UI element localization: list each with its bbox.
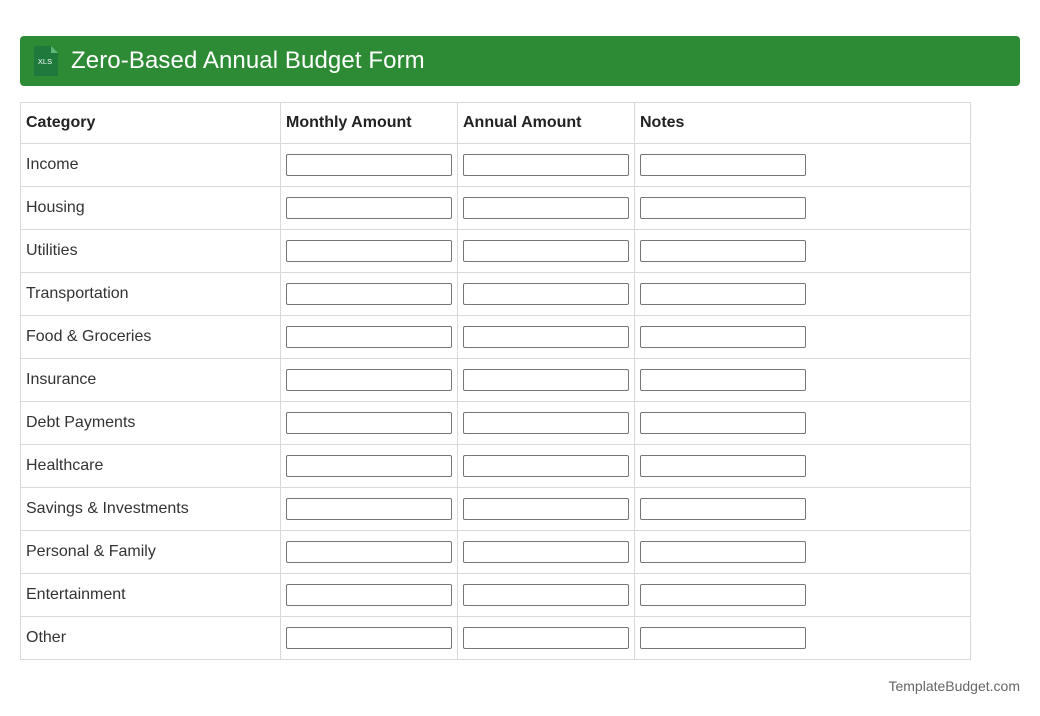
column-header-notes: Notes [635,103,971,144]
annual-amount-input[interactable] [463,197,629,219]
notes-input[interactable] [640,197,806,219]
xls-icon-label: XLS [37,57,53,66]
monthly-amount-input[interactable] [286,412,452,434]
notes-input[interactable] [640,369,806,391]
title-bar [20,36,1020,86]
notes-input[interactable] [640,326,806,348]
monthly-amount-input[interactable] [286,541,452,563]
notes-input[interactable] [640,412,806,434]
annual-amount-input[interactable] [463,240,629,262]
category-cell: Income [21,144,281,187]
table-row [21,359,971,402]
table-row [21,574,971,617]
monthly-amount-input[interactable] [286,369,452,391]
notes-input[interactable] [640,283,806,305]
monthly-amount-input[interactable] [286,197,452,219]
category-cell: Food & Groceries [21,316,281,359]
category-cell: Housing [21,187,281,230]
annual-amount-input[interactable] [463,627,629,649]
monthly-amount-input[interactable] [286,584,452,606]
column-header-monthly-amount: Monthly Amount [281,103,458,144]
annual-amount-input[interactable] [463,412,629,434]
monthly-amount-input[interactable] [286,326,452,348]
category-cell: Other [21,617,281,660]
table-row [21,144,971,187]
category-cell: Healthcare [21,445,281,488]
notes-input[interactable] [640,154,806,176]
table-row [21,617,971,660]
category-cell: Transportation [21,273,281,316]
table-row [21,187,971,230]
xls-file-icon [32,45,60,77]
notes-input[interactable] [640,541,806,563]
table-row [21,316,971,359]
category-cell: Utilities [21,230,281,273]
notes-input[interactable] [640,498,806,520]
annual-amount-input[interactable] [463,326,629,348]
annual-amount-input[interactable] [463,455,629,477]
category-cell: Insurance [21,359,281,402]
notes-input[interactable] [640,627,806,649]
annual-amount-input[interactable] [463,498,629,520]
monthly-amount-input[interactable] [286,627,452,649]
column-header-annual-amount: Annual Amount [458,103,635,144]
category-cell: Savings & Investments [21,488,281,531]
table-row [21,402,971,445]
monthly-amount-input[interactable] [286,498,452,520]
monthly-amount-input[interactable] [286,154,452,176]
annual-amount-input[interactable] [463,541,629,563]
notes-input[interactable] [640,240,806,262]
annual-amount-input[interactable] [463,154,629,176]
table-header-row [21,103,971,144]
table-row [21,273,971,316]
column-header-category: Category [21,103,281,144]
page-title: Zero-Based Annual Budget Form [71,47,425,74]
table-row [21,488,971,531]
table-row [21,230,971,273]
annual-amount-input[interactable] [463,369,629,391]
footer-brand-link[interactable]: TemplateBudget.com [888,678,1020,694]
monthly-amount-input[interactable] [286,283,452,305]
budget-table [20,102,971,660]
monthly-amount-input[interactable] [286,240,452,262]
category-cell: Personal & Family [21,531,281,574]
table-row [21,445,971,488]
category-cell: Debt Payments [21,402,281,445]
monthly-amount-input[interactable] [286,455,452,477]
notes-input[interactable] [640,584,806,606]
category-cell: Entertainment [21,574,281,617]
annual-amount-input[interactable] [463,283,629,305]
table-row [21,531,971,574]
annual-amount-input[interactable] [463,584,629,606]
notes-input[interactable] [640,455,806,477]
